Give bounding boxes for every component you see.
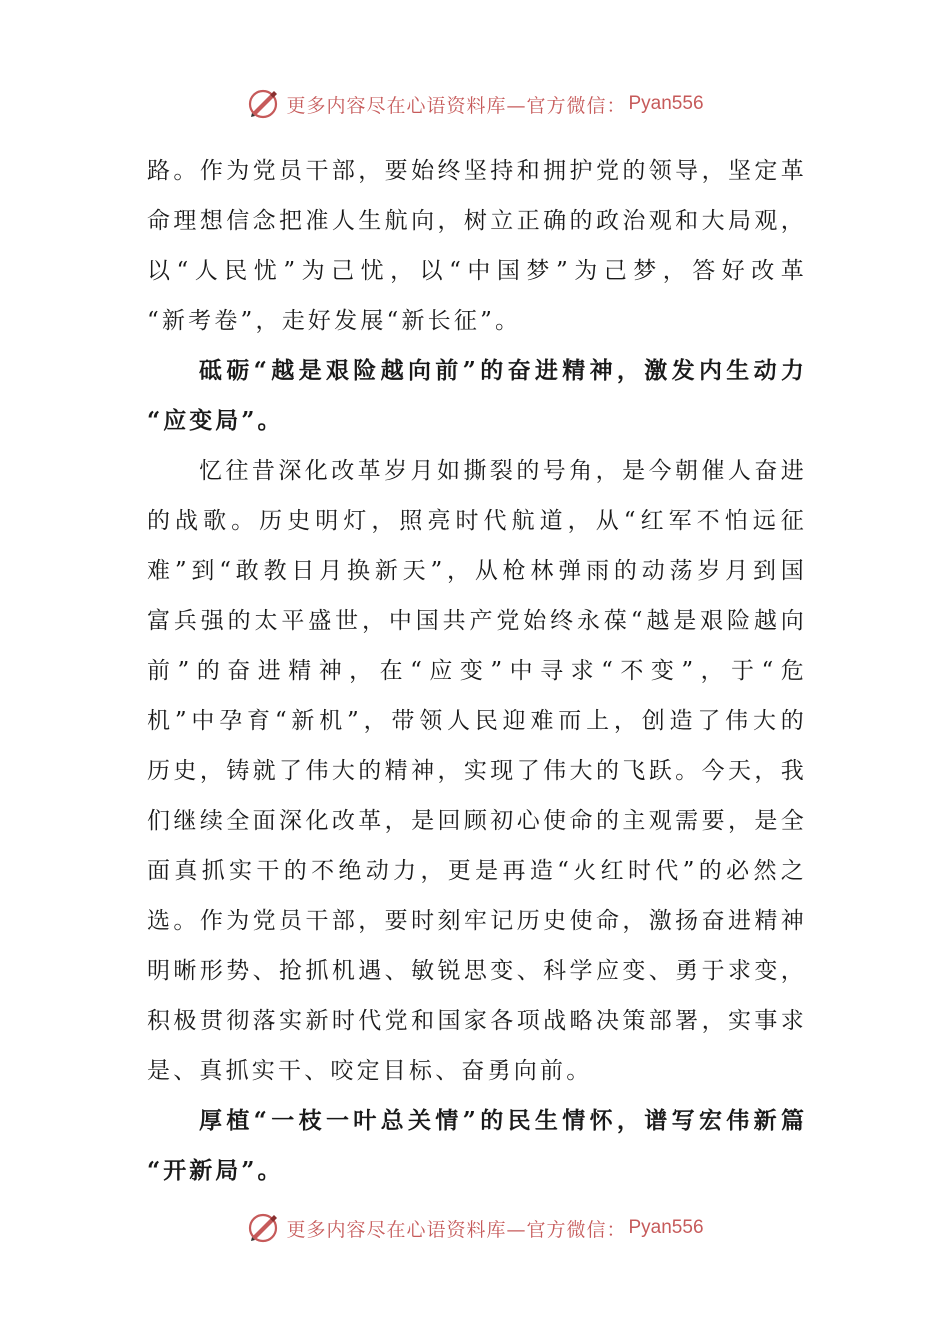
banner-text: 更多内容尽在心语资料库—官方微信： [286, 94, 627, 117]
text-line: 的战歌。历史明灯，照亮时代航道，从“红军不怕远征 [147, 508, 807, 534]
document-body [147, 146, 807, 1196]
heading-line: 厚植“一枝一叶总关情”的民生情怀，谱写宏伟新篇 [199, 1107, 807, 1134]
paragraph-1 [147, 146, 807, 346]
text-line: 面真抓实干的不绝动力，更是再造“火红时代”的必然之 [147, 858, 807, 884]
heading-line: “应变局”。 [147, 407, 284, 434]
paragraph-2 [147, 446, 807, 1096]
text-line: 们继续全面深化改革，是回顾初心使命的主观需要，是全 [147, 808, 807, 834]
text-line: 忆往昔深化改革岁月如撕裂的号角，是今朝催人奋进 [199, 458, 807, 484]
text-line: 是、真抓实干、咬定目标、奋勇向前。 [147, 1058, 593, 1084]
text-line: 路。作为党员干部，要始终坚持和拥护党的领导，坚定革 [147, 158, 807, 184]
text-line: “新考卷”，走好发展“新长征”。 [147, 308, 522, 334]
text-line: 难”到“敢教日月换新天”，从枪林弹雨的动荡岁月到国 [147, 558, 807, 584]
header-banner [0, 84, 950, 124]
section-heading-2 [147, 1096, 807, 1196]
section-heading-1 [147, 346, 807, 446]
banner-text: 更多内容尽在心语资料库—官方微信： [286, 1218, 627, 1241]
footer-banner [0, 1208, 950, 1248]
text-line: 历史，铸就了伟大的精神，实现了伟大的飞跃。今天，我 [147, 758, 807, 784]
text-line: 机”中孕育“新机”，带领人民迎难而上，创造了伟大的 [147, 708, 807, 734]
text-line: 前”的奋进精神，在“应变”中寻求“不变”，于“危 [147, 658, 807, 684]
pen-logo-icon [246, 87, 280, 121]
heading-line: 砥砺“越是艰险越向前”的奋进精神，激发内生动力 [199, 357, 807, 384]
text-line: 选。作为党员干部，要时刻牢记历史使命，激扬奋进精神 [147, 908, 807, 934]
text-line: 积极贯彻落实新时代党和国家各项战略决策部署，实事求 [147, 1008, 807, 1034]
heading-line: “开新局”。 [147, 1157, 284, 1184]
banner-wechat-id: Pyan556 [628, 1217, 704, 1238]
banner-wechat-id: Pyan556 [628, 93, 704, 114]
text-line: 富兵强的太平盛世，中国共产党始终永葆“越是艰险越向 [147, 608, 807, 634]
pen-logo-icon [246, 1211, 280, 1245]
text-line: 以“人民忧”为己忧，以“中国梦”为己梦，答好改革 [147, 258, 807, 284]
text-line: 命理想信念把准人生航向，树立正确的政治观和大局观， [147, 208, 807, 234]
text-line: 明晰形势、抢抓机遇、敏锐思变、科学应变、勇于求变， [147, 958, 807, 984]
